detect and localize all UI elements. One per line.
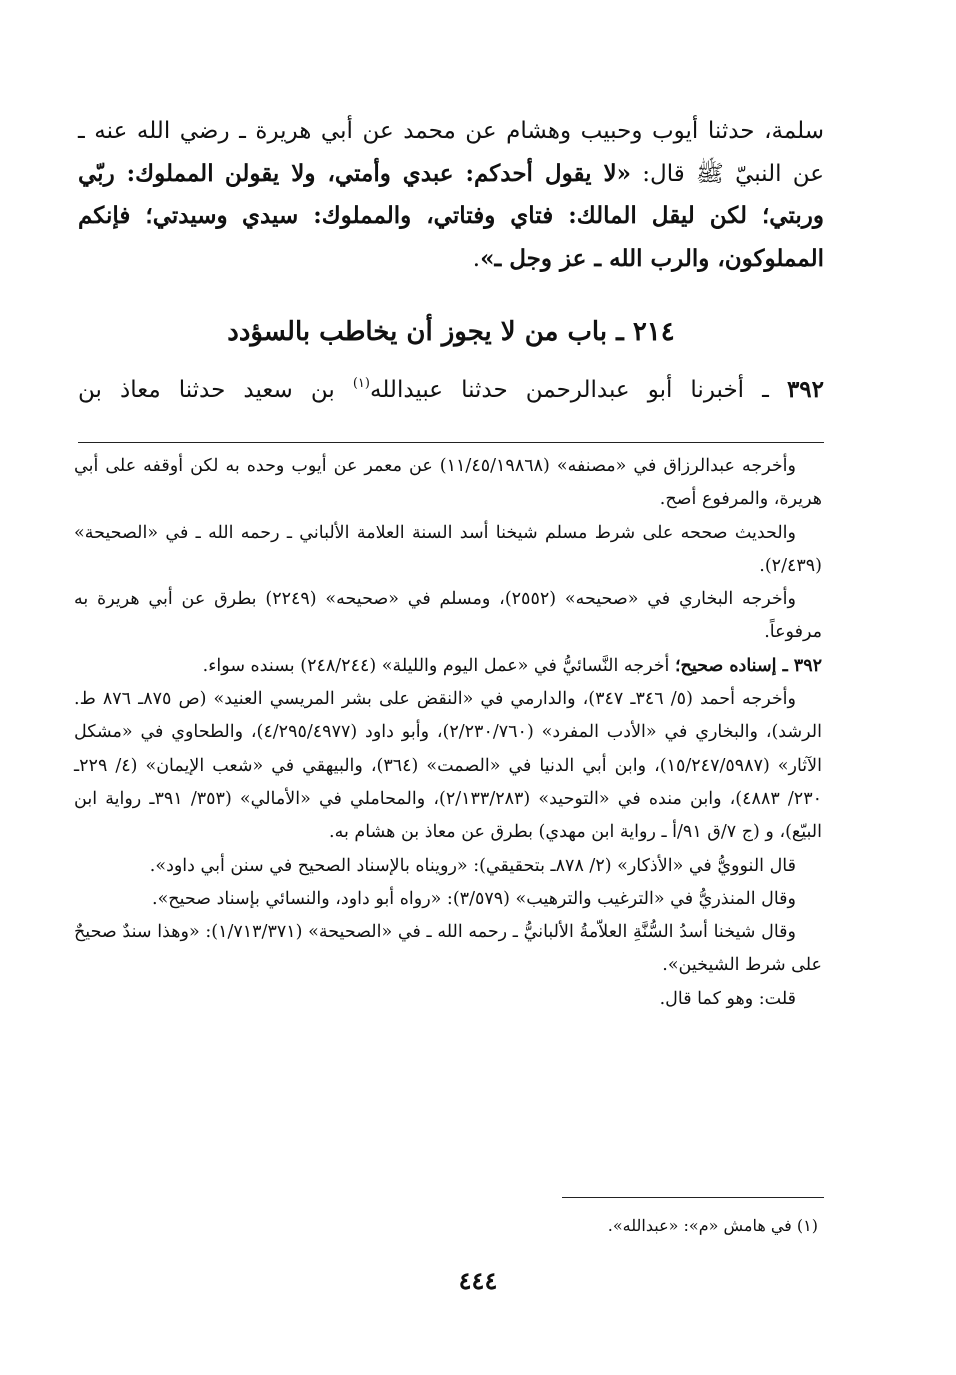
main-paragraph bbox=[78, 110, 824, 280]
note-paragraph bbox=[74, 650, 822, 683]
main-line: عنه ـ عن النبيّ ﷺ قال: bbox=[78, 118, 825, 187]
footnote-divider bbox=[562, 1197, 824, 1198]
footnote-reference: (١) bbox=[352, 376, 370, 391]
main-line: . bbox=[472, 245, 481, 272]
note-paragraph: وأخرجه البخاري في «صحيحه» (٢٥٥٢)، ومسلم في «صحيحه» (٢٢٤٩) بطرق عن أبي هريرة به مرفوعاً. bbox=[74, 589, 822, 643]
prophet-quote: وسيدتي؛ فإنكم المملوكون، والرب الله ـ عز وجل ـ» bbox=[78, 202, 824, 272]
note-paragraph: والحديث صححه على شرط مسلم شيخنا أسد السنة العلامة الألباني ـ رحمه الله ـ في «الصحيحة» (٢/٤٣٩). bbox=[74, 522, 822, 576]
hadith-text: ـ أخبرنا أبو عبدالرحمن حدثنا عبيدالله bbox=[369, 377, 787, 403]
note-paragraph: وأخرجه عبدالرزاق في «مصنفه» (١١/٤٥/١٩٨٦٨) عن معمر عن أيوب وحده به لكن أوقفه على أبي هريرة، والمرفوع أصح. bbox=[74, 456, 822, 510]
prophet-quote: «لا يقول أحدكم: عبدي وأمتي، ولا يقولن bbox=[224, 159, 631, 187]
note-paragraph: وقال المنذريُّ في «الترغيب والترهيب» (٣/٥٧٩): «رواه أبو داود، والنسائي بإسناد صحيح». bbox=[152, 888, 796, 909]
hadith-continuation bbox=[78, 110, 824, 280]
note-paragraph: قلت: وهو كما قال. bbox=[659, 988, 796, 1009]
main-line: سلمة، حدثنا أيوب وحبيب وهشام عن محمد عن أبي هريرة ـ رضي الله bbox=[136, 118, 825, 144]
prophet-quote: المملوك: ربّي وربتي؛ لكن ليقل المالك: فتاي وفتاتي، والمملوك: سيدي bbox=[78, 159, 824, 229]
hadith-text: بن سعيد حدثنا معاذ بن bbox=[78, 377, 353, 403]
page-number: ٤٤٤ bbox=[458, 1266, 498, 1295]
note-text: أخرجه النَّسائيُّ في «عمل اليوم والليلة» (٢٤٨/٢٤٤) بسنده سواء. bbox=[202, 655, 675, 676]
note-verdict: ٣٩٢ ـ إسناده صحيح؛ bbox=[674, 655, 822, 676]
chapter-heading: ٢١٤ ـ باب من لا يجوز أن يخاطب بالسؤدد bbox=[227, 317, 675, 347]
notes-divider bbox=[78, 442, 824, 443]
note-paragraph: وقال شيخنا أسدُ السُّنَّةِ العلاّمةُ الألبانيُّ ـ رحمه الله ـ في «الصحيحة» (١/٧١٣/٣٧١): «وهذا سندٌ صحيحٌ على شرط الشيخين». bbox=[74, 922, 822, 976]
hadith-392-opening bbox=[78, 364, 824, 410]
note-paragraph: وأخرجه أحمد (٥/ ٣٤٦ـ ٣٤٧)، والدارمي في «النقض على بشر المريسي العنيد» (ص ٨٧٥ـ ٨٧٦ ط. الرشد)، والبخاري في «الأدب المفرد» (٢/٢٣٠/٧٦٠)، وأبو داود (٤/٢٩٥/٤٩٧٧)، والطحاوي في «مشكل الآثار» (١٥/٢٤٧/٥٩٨٧)، وابن أبي الدنيا في «الصمت» (٣٦٤)، والبيهقي في «شعب الإيمان» (٤/ ٢٢٩ـ ٢٣٠/ ٤٨٨٣)، وابن منده في «التوحيد» (٢/١٣٣/٢٨٣)، والمحاملي في «الأمالي» (٣٥٣/ ٣٩١ـ رواية ابن البيّع)، و (ج ٧/ق ٩١/أ ـ رواية ابن مهدي) بطرق عن معاذ بن هشام به. bbox=[74, 689, 822, 843]
note-paragraph: قال النوويُّ في «الأذكار» (٢/ ٨٧٨ـ بتحقيقي): «رويناه بالإسناد الصحيح في سنن أبي داود». bbox=[149, 855, 796, 876]
commentary-notes bbox=[74, 450, 822, 1016]
hadith-number: ٣٩٢ bbox=[786, 376, 825, 403]
footnote: (١) في هامش «م»: «عبدالله». bbox=[607, 1216, 818, 1235]
